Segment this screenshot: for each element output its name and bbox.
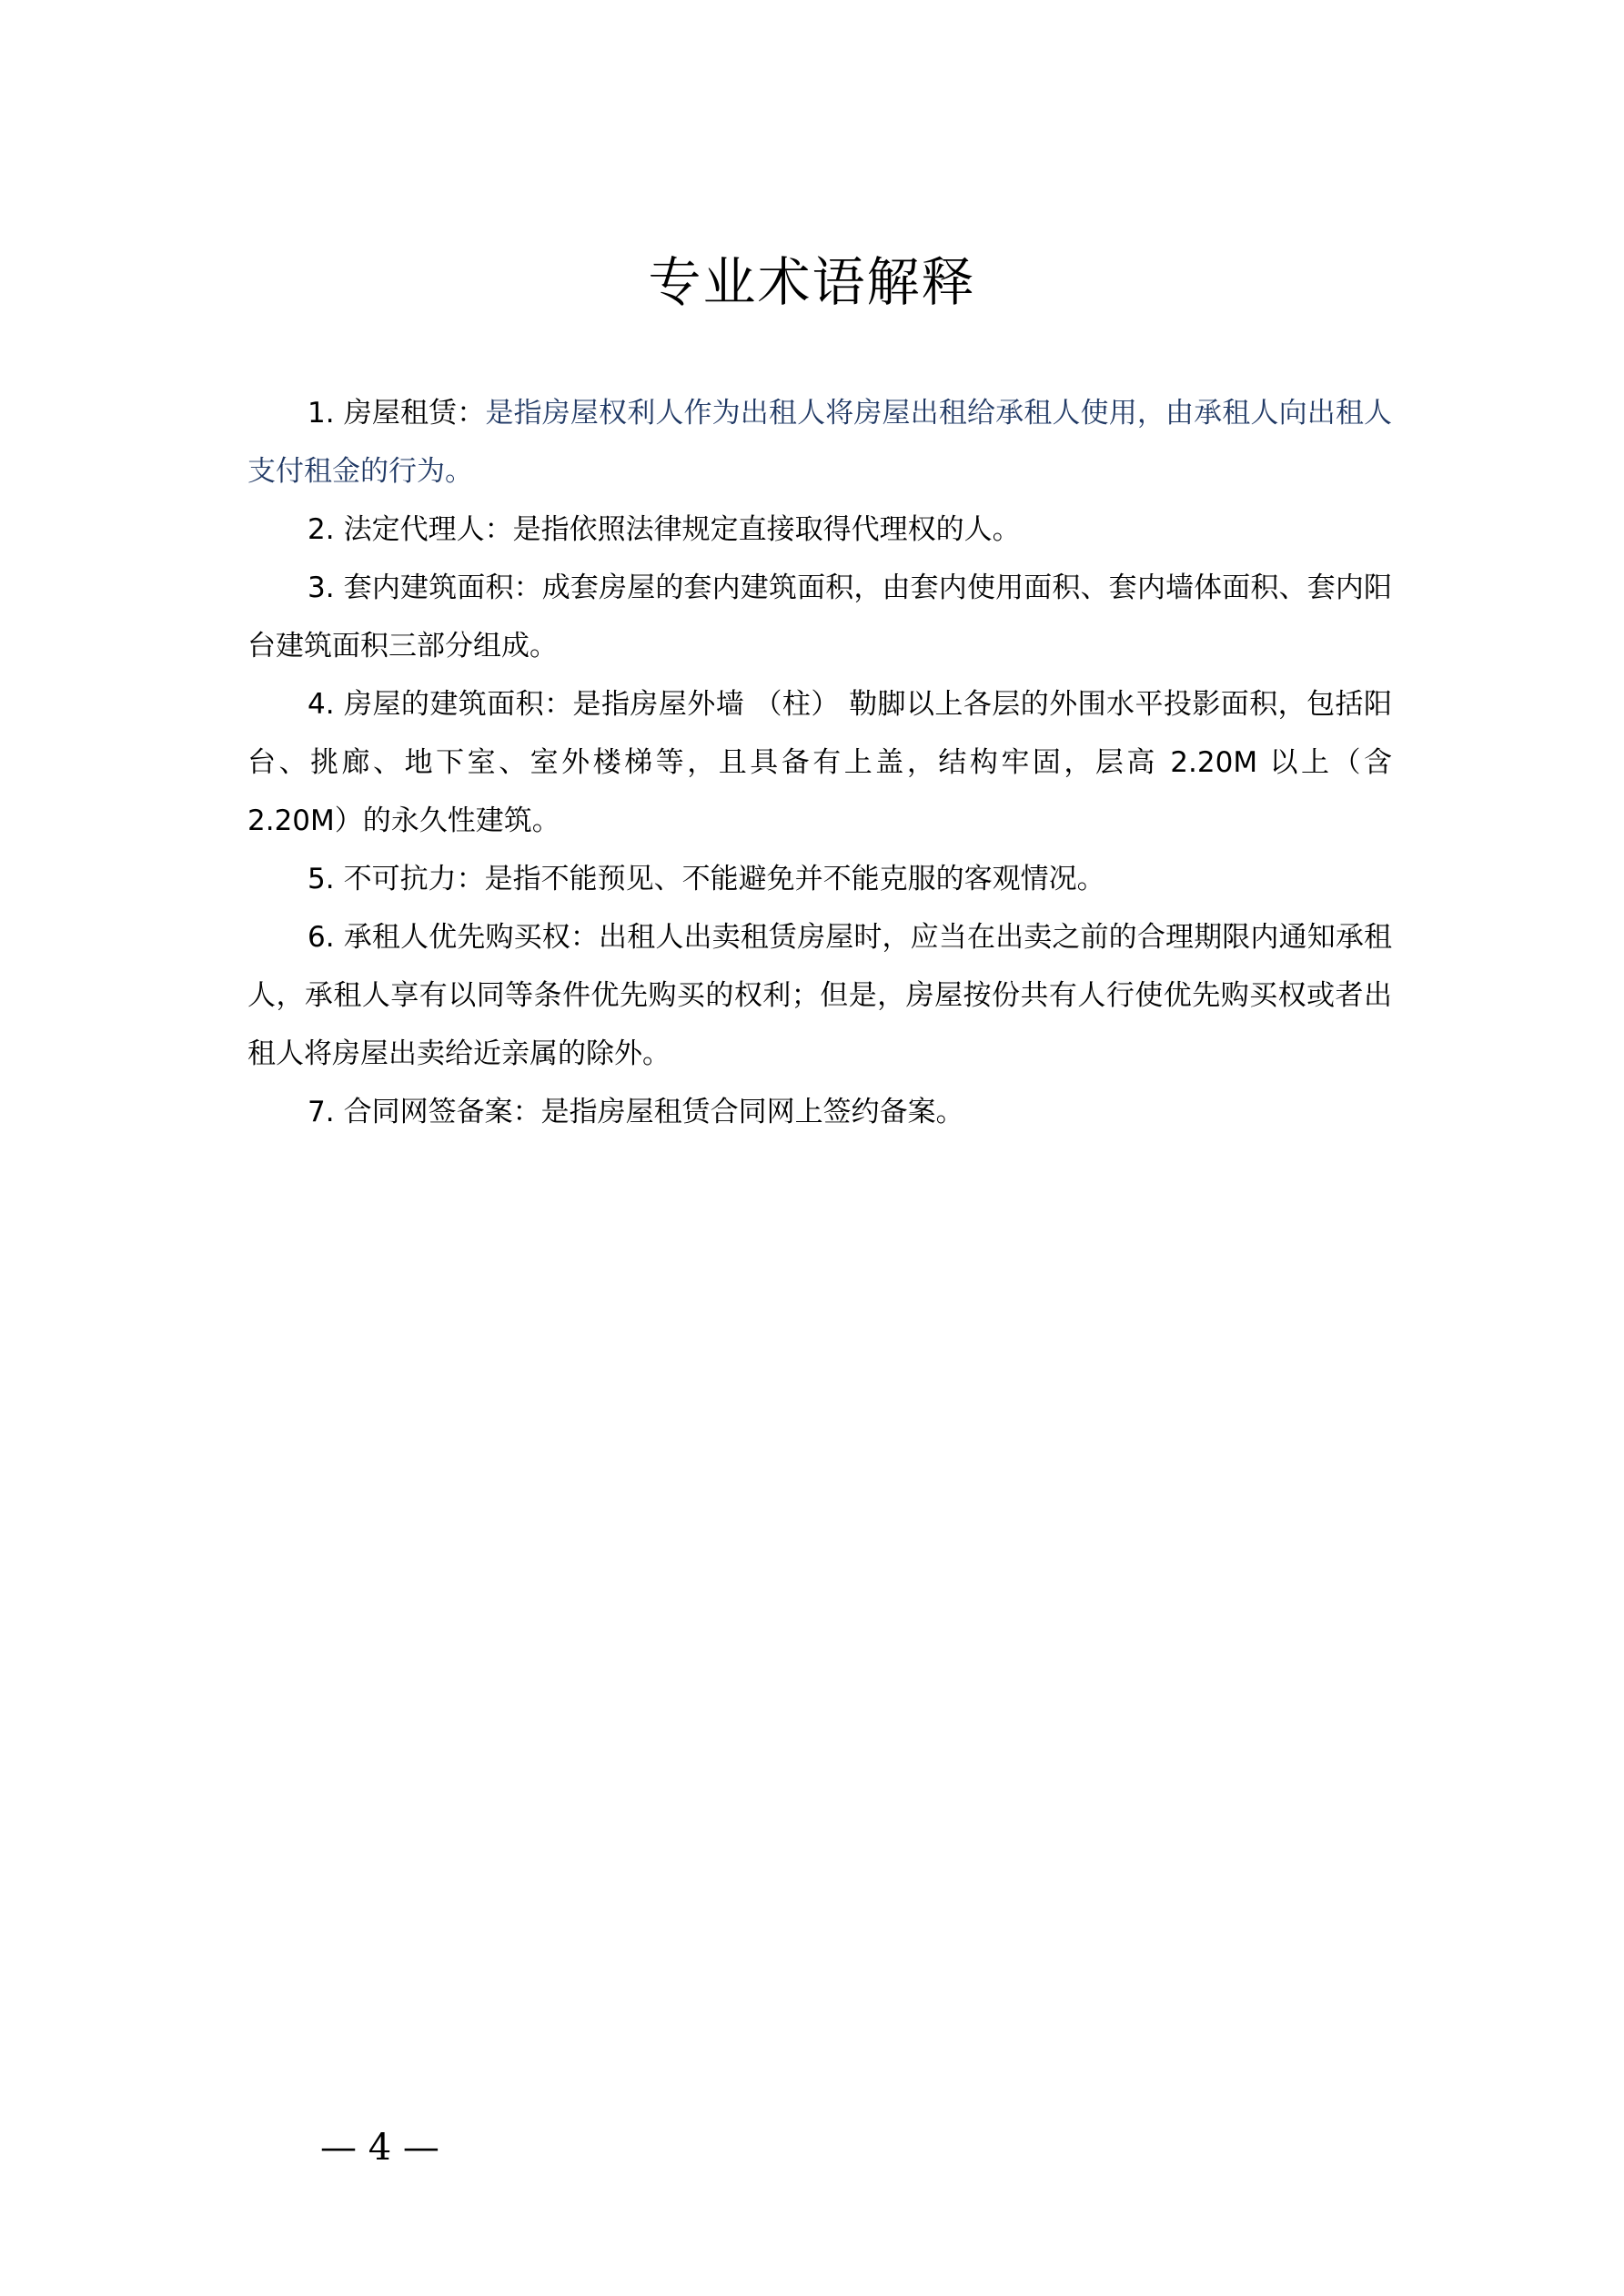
term-item-2 xyxy=(247,501,1392,559)
term-definition: 是指房屋租赁合同网上签约备案。 xyxy=(540,1096,964,1128)
term-name: 不可抗力： xyxy=(343,863,485,895)
term-name: 法定代理人： xyxy=(343,513,513,546)
term-item-4 xyxy=(247,675,1392,850)
term-number: 2. xyxy=(308,513,335,546)
term-item-3 xyxy=(247,559,1392,675)
term-definition: 出租人出卖租赁房屋时，应当在出卖之前的合理期限内通知承租人，承租人享有以同等条件优先购买的权利；但是，房屋按份共有人行使优先购买权或者出租人将房屋出卖给近亲属的除外。 xyxy=(247,921,1393,1070)
term-definition: 是指房屋外墙 （柱） 勒脚以上各层的外围水平投影面积，包括阳台、挑廊、地下室、室外楼梯等，且具备有上盖，结构牢固，层高 2.20M 以上（含 2.20M）的永久性建筑。 xyxy=(247,688,1392,837)
term-number: 3. xyxy=(308,571,335,604)
term-number: 4. xyxy=(308,688,335,721)
term-number: 5. xyxy=(308,863,335,895)
term-name: 房屋的建筑面积： xyxy=(343,688,573,721)
term-definition: 成套房屋的套内建筑面积，由套内使用面积、套内墙体面积、套内阳台建筑面积三部分组成。 xyxy=(247,571,1392,663)
term-item-7 xyxy=(247,1083,1392,1141)
page-title: 专业术语解释 xyxy=(648,251,976,313)
term-item-5 xyxy=(247,850,1392,908)
term-definition: 是指房屋权利人作为出租人将房屋出租给承租人使用，由承租人向出租人支付租金的行为。 xyxy=(247,397,1393,488)
page-number: — 4 — xyxy=(320,2127,439,2169)
term-number: 7. xyxy=(308,1096,335,1128)
term-name: 房屋租赁： xyxy=(343,397,486,430)
term-definition: 是指不能预见、不能避免并不能克服的客观情况。 xyxy=(484,863,1105,895)
terms-list xyxy=(247,384,1392,1141)
term-item-1 xyxy=(247,384,1392,501)
term-name: 承租人优先购买权： xyxy=(343,921,600,954)
term-name: 合同网签备案： xyxy=(343,1096,541,1128)
term-name: 套内建筑面积： xyxy=(343,571,542,604)
term-number: 6. xyxy=(308,921,335,954)
term-item-6 xyxy=(247,908,1392,1083)
term-number: 1. xyxy=(308,397,335,430)
term-definition: 是指依照法律规定直接取得代理权的人。 xyxy=(512,513,1021,546)
